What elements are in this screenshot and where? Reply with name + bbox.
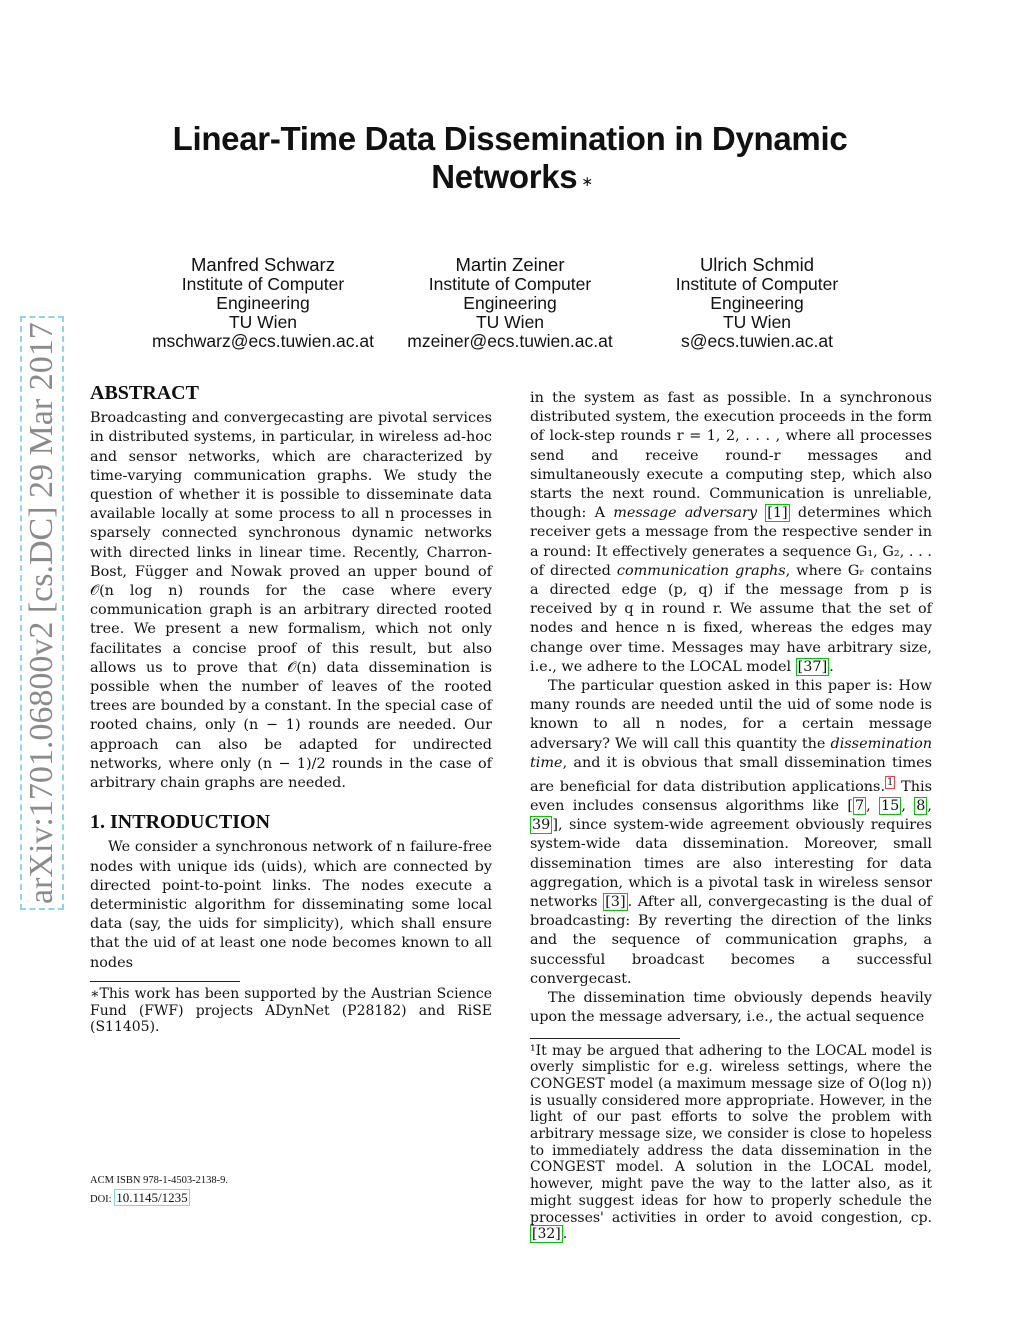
introduction-paragraph: We consider a synchronous network of n failure-free nodes with unique ids (uids), which are connected by directed point-to-point links. The nodes execute a deterministic algorithm for disseminating some local data (say, the uids for simplicity), which shall ensure that the uid of at least one node becomes known to all nodes — [90, 839, 492, 971]
text-run: The particular question asked in this paper is: How many rounds are needed until the uid of some node is known to all n nodes, for a certain message adversary? We will call this quantity the — [530, 678, 932, 752]
footnote-rule — [90, 981, 240, 982]
citation-link[interactable]: 7 — [854, 798, 865, 815]
text-run: . — [562, 1226, 568, 1243]
footnote-rule — [530, 1038, 680, 1039]
acm-isbn: ACM ISBN 978-1-4503-2138-9. — [90, 1175, 228, 1186]
author-block-1 — [133, 255, 393, 351]
introduction-heading: 1. INTRODUCTION — [90, 811, 271, 834]
citation-link[interactable]: [1] — [767, 505, 788, 522]
doi-link[interactable]: 10.1145/1235 — [116, 1190, 188, 1205]
citation-link[interactable]: [37] — [797, 658, 828, 675]
author-affiliation: TU Wien — [228, 312, 298, 332]
author-affiliation: Institute of Computer — [428, 274, 592, 294]
author-block-2 — [380, 255, 640, 351]
author-affiliation: Engineering — [710, 293, 804, 313]
author-email: mschwarz@ecs.tuwien.ac.at — [151, 331, 374, 351]
text-run: . After all, convergecasting is the dual of broadcasting: By reverting the direction of the links and the sequence of communication graphs, a successful broadcast becomes a successful convergecast. — [530, 894, 932, 987]
term-dissemination-time: dissemination time — [530, 735, 932, 771]
text-run: , where Gᵣ contains a directed edge (p, q) if the message from p is received by q in round r. We assume that the set of nodes and hence n is fixed, whereas the edges may change over time. Messages may have arbitrary size, i.e., we adhere to the LOCAL model — [530, 562, 932, 675]
abstract-text: Broadcasting and convergecasting are pivotal services in distributed systems, in particular, in wireless ad-hoc and sensor networks, which are characterized by time-varying communication graphs. We study the question of whether it is possible to disseminate data available locally at some process to all n processes in sparsely connected synchronous dynamic networks with directed links in linear time. Recently, Charron-Bost, Függer and Nowak proved an upper bound of 𝒪(n log n) rounds for the case where every communication graph is an arbitrary directed rooted tree. We present a new formalism, which not only facilitates a concise proof of this result, but also allows us to prove that 𝒪(n) data dissemination is possible when the number of leaves of the rooted trees are bounded by a constant. In the special case of rooted chains, only (n − 1) rounds are needed. Our approach can also be adapted for undirected networks, where only (n − 1)/2 rounds in the case of arbitrary chain graphs are needed. — [90, 410, 492, 792]
author-block-3 — [627, 255, 887, 351]
author-affiliation: Engineering — [216, 293, 310, 313]
citation-link[interactable]: 39 — [532, 817, 551, 834]
author-name: Ulrich Schmid — [699, 254, 815, 275]
author-affiliation: Institute of Computer — [181, 274, 345, 294]
term-communication-graphs: communication graphs — [616, 562, 786, 579]
footnote-link[interactable]: 1 — [887, 777, 894, 789]
text-run: , since system-wide agreement obviously requires system-wide data dissemination. Moreover, small dissemination times are also interesting for data aggregation, which is a pivotal task in wireless sensor networks — [530, 817, 932, 911]
author-email: mzeiner@ecs.tuwien.ac.at — [407, 331, 613, 351]
author-email: s@ecs.tuwien.ac.at — [681, 331, 833, 351]
right-paragraph-2: The particular question asked in this paper is: How many rounds are needed until the uid of some node is known to all n nodes, for a certain message adversary? We will call this quantity the dissemination time, and it is obvious that small dissemination times are beneficial for data distribution applications. $^1$ This even includes consensus algorithms like [ 7 , 15 , 8 , 39 ], since system-wide agreement obviously requires system-wide data dissemination. Moreover, small dissemination times are also interesting for data aggregation, which is a pivotal task in wireless sensor networks [3] . After all, convergecasting is the dual of broadcasting: By reverting the direction of the links and the sequence of communication graphs, a successful broadcast becomes a successful convergecast. — [530, 678, 932, 987]
left-column — [90, 384, 492, 1036]
text-run: in the system as fast as possible. In a synchronous distributed system, the execution proceeds in the form of lock-step rounds r = 1, 2, . . . , where all processes send and receive round-r messages and simultaneously execute a computing step, which also starts the next round. Communication is unreliable, though: A — [530, 390, 932, 522]
title-line-2: Networks — [431, 158, 578, 195]
right-paragraph-1 — [530, 389, 932, 677]
title-footnote-mark: ∗ — [581, 173, 593, 189]
text-run: This even includes consensus algorithms like — [530, 778, 932, 815]
abstract-heading: ABSTRACT — [90, 382, 199, 404]
text-run: ¹It may be argued that adhering to the LOCAL model is overly simplistic for e.g. wireless settings, where the CONGEST model (a maximum message size of O(log n)) is usually considered more appropriate. However, in the light of our past efforts to solve the problem with arbitrary message size, we consider is close to hopeless to immediately address the data dissemination in the CONGEST model. A solution in the LOCAL model, however, might pave the way to the latter also, as it might suggest ideas for how to properly schedule the processes' activities in order to avoid congestion, cp. — [530, 1042, 932, 1226]
author-affiliation: TU Wien — [722, 312, 792, 332]
citation-link[interactable]: [3] — [605, 894, 626, 911]
author-name: Martin Zeiner — [455, 254, 565, 275]
doi-label: DOI: — [90, 1194, 112, 1205]
citation-link[interactable]: 15 — [881, 798, 900, 815]
paper-title — [100, 120, 920, 196]
title-line-1: Linear-Time Data Dissemination in Dynamic — [172, 120, 848, 157]
right-column — [530, 389, 932, 1243]
footnote-local-model — [530, 1043, 932, 1243]
citation-link[interactable]: 8 — [916, 798, 926, 815]
text-run: , and it is obvious that small dissemination times are beneficial for data distribution applications. — [530, 754, 932, 795]
footnote-funding: ∗This work has been supported by the Austrian Science Fund (FWF) projects ADynNet (P28182) and RiSE (S11405). — [90, 985, 492, 1036]
author-affiliation: Institute of Computer — [675, 274, 839, 294]
author-name: Manfred Schwarz — [191, 254, 335, 275]
text-run: determines which receiver gets a message from the respective sender in a round: It effectively generates a sequence G₁, G₂, . . . of directed — [530, 505, 933, 579]
author-affiliation: TU Wien — [475, 312, 545, 332]
acm-info — [90, 1172, 228, 1208]
text-run: . — [829, 658, 834, 675]
author-affiliation: Engineering — [463, 293, 557, 313]
right-paragraph-3: The dissemination time obviously depends heavily upon the message adversary, i.e., the actual sequence — [530, 990, 932, 1026]
arxiv-identifier-stamp[interactable]: arXiv:1701.06800v2 [cs.DC] 29 Mar 2017 — [20, 316, 64, 910]
term-message-adversary: message adversary — [613, 505, 758, 522]
citation-link[interactable]: [32] — [532, 1226, 561, 1243]
